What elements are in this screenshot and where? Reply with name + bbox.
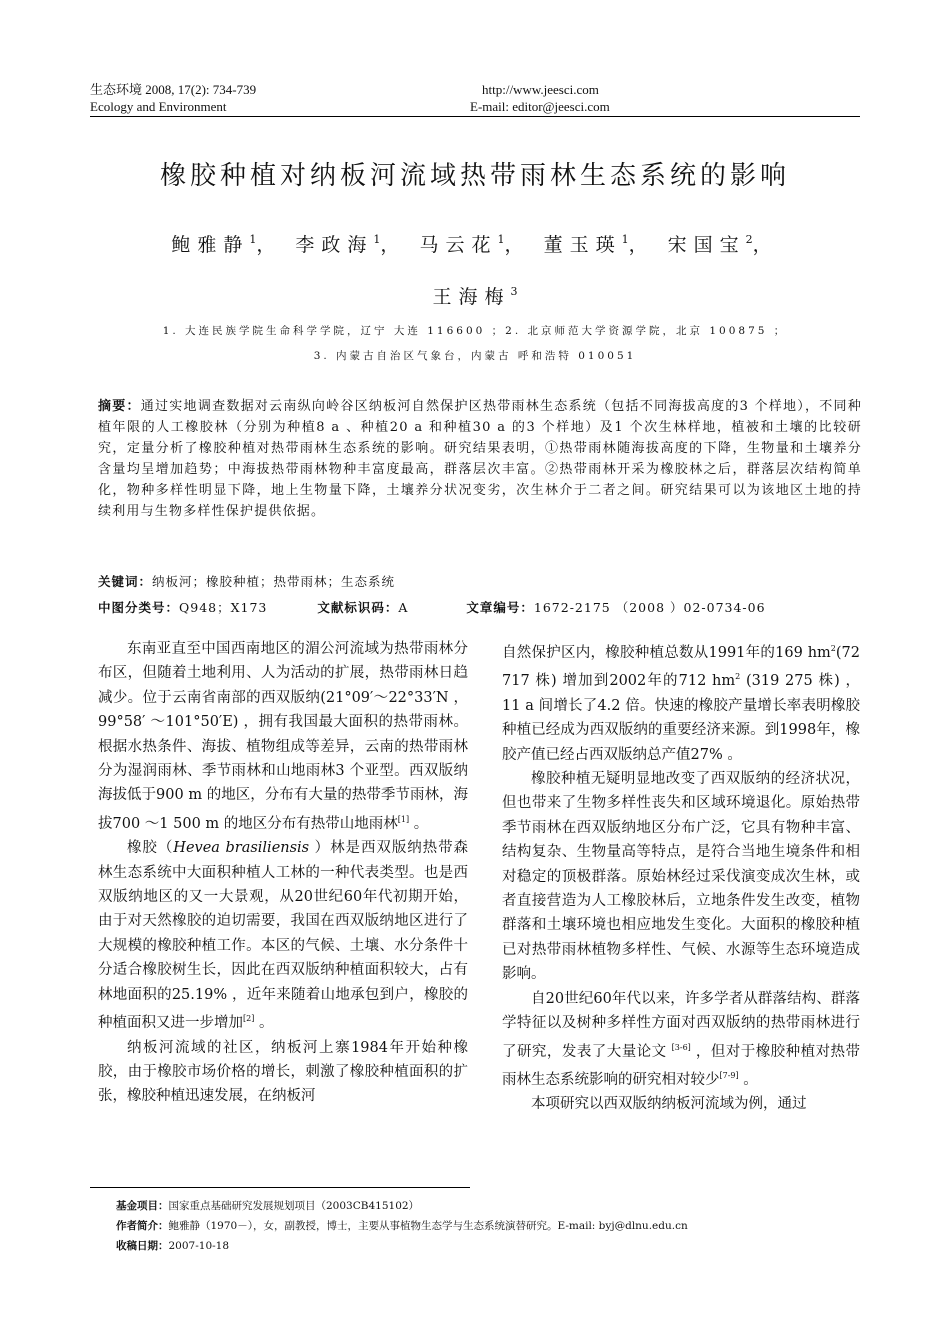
citation-ref[interactable]: [3-6] [671, 1042, 691, 1052]
keywords-label: 关键词： [98, 574, 153, 589]
body-column-left [98, 637, 468, 1109]
author-name: 鲍雅静 [171, 234, 250, 256]
journal-name-en: Ecology and Environment [90, 99, 227, 114]
paragraph-text: 。 [409, 815, 429, 832]
author-affil-sup: 1 [497, 233, 505, 246]
paragraph-text: 。 [738, 1071, 758, 1088]
fund-note [116, 1196, 688, 1216]
clc-value: Q948；X173 [179, 600, 268, 615]
author-affil-sup: 1 [373, 233, 381, 246]
doc-code-value: A [398, 600, 409, 615]
author-sep: ， [504, 234, 531, 256]
unit-exponent: 2 [735, 672, 741, 682]
species-name: Hevea brasiliensis [173, 840, 310, 857]
keywords [98, 572, 862, 590]
author-sep: ， [628, 234, 655, 256]
journal-contact [470, 81, 610, 115]
author-name: 王海梅 [432, 286, 511, 308]
affiliation-line-2: 3. 内蒙古自治区气象台，内蒙古 呼和浩特 010051 [313, 350, 637, 362]
journal-citation [90, 81, 256, 115]
author-line-1 [0, 230, 950, 257]
received-date-text: 2007-10-18 [168, 1240, 230, 1252]
header-rule [90, 116, 860, 117]
paragraph-text: (319 275 株) ，11 a 间增长了4.2 倍。快速的橡胶产量增长率表明橡胶种植已经成为西双版纳的重要经济来源。到1998年，橡胶产值已经占西双版纳总产值27% 。 [502, 673, 860, 763]
paragraph [98, 637, 468, 836]
abstract [98, 396, 862, 522]
doc-code-label: 文献标识码： [317, 600, 399, 615]
paragraph [98, 836, 468, 1035]
paragraph: 纳板河流域的社区，纳板河上寨1984年开始种橡胶，由于橡胶市场价格的增长，刺激了橡胶种植面积的扩张，橡胶种植迅速发展，在纳板河 [98, 1039, 468, 1105]
author-affil-sup: 2 [745, 233, 753, 246]
paragraph-text: (72 717 株) 增加到2002年的712 hm [502, 645, 860, 690]
paragraph-text: ）林是西双版纳热带森林生态系统中大面积种植人工林的一种代表类型。也是西双版纳地区的又一大景观，从20世纪60年代初期开始，由于对天然橡胶的迫切需要，我国在西双版纳地区进行了大规模的橡胶种植工作。本区的气候、土壤、水分条件十分适合橡胶树生长，因此在西双版纳种植面积较大，占有林地面积的25.19% ，近年来随着山地承包到户，橡胶的种植面积又进一步增加 [98, 840, 469, 1032]
paragraph-text: 橡胶（ [127, 840, 174, 857]
citation-ref[interactable]: [7-9] [719, 1070, 739, 1080]
paragraph-text: ，但对于橡胶种植对热带雨林生态系统影响的研究相对较少 [502, 1043, 861, 1088]
author-name: 马云花 [419, 234, 498, 256]
author-sep: ， [380, 234, 407, 256]
author-affil-sup: 3 [510, 285, 518, 298]
fund-label: 基金项目： [116, 1200, 169, 1212]
classification-line [98, 598, 862, 616]
author-note [116, 1216, 688, 1236]
paragraph-text: 。 [254, 1015, 274, 1032]
author-line-2 [0, 282, 950, 309]
journal-email[interactable]: E-mail: editor@jeesci.com [470, 99, 610, 114]
paragraph [502, 637, 860, 767]
paragraph-text: 自然保护区内，橡胶种植总数从1991年的169 hm [502, 645, 831, 661]
citation-ref[interactable]: [1] [397, 814, 410, 824]
author-note-text: 鲍雅静（1970－），女，副教授，博士，主要从事植物生态学与生态系统演替研究。E-mail: byj@dlnu.edu.cn [168, 1220, 688, 1232]
paragraph: 橡胶种植无疑明显地改变了西双版纳的经济状况，但也带来了生物多样性丧失和区域环境退化。原始热带季节雨林在西双版纳地区分布广泛，它具有物种丰富、结构复杂、生物量高等特点，是符合当地生境条件和相对稳定的顶极群落。原始林经过采伐演变成次生林，或者直接营造为人工橡胶林后，立地条件发生改变，植物群落和土壤环境也相应地发生变化。大面积的橡胶种植已对热带雨林植物多样性、气候、水源等生态环境造成影响。 [502, 771, 860, 983]
paragraph [502, 987, 860, 1093]
footnotes [116, 1196, 688, 1256]
affiliation-line-1: 1. 大连民族学院生命科学学院，辽宁 大连 116600 ；2. 北京师范大学资源学院，北京 100875 ； [162, 325, 788, 337]
received-date-label: 收稿日期： [116, 1240, 169, 1252]
author-name: 宋国宝 [667, 234, 746, 256]
author-affil-sup: 1 [621, 233, 629, 246]
author-name: 李政海 [295, 234, 374, 256]
paragraph-text: 东南亚直至中国西南地区的湄公河流域为热带雨林分布区，但随着土地利用、人为活动的扩展，热带雨林日趋减少。位于云南省南部的西双版纳(21°09′～22°33′N ，99°58′ ～101°50′E) ，拥有我国最大面积的热带雨林。根据水热条件、海拔、植物组成等差异，云南的热带雨林分为湿润雨林、季节雨林和山地雨林3 个亚型。西双版纳海拔低于900 m 的地区，分布有大量的热带季节雨林，海拔700 ～1 500 m 的地区分布有热带山地雨林 [98, 641, 468, 832]
author-sep: ， [256, 234, 283, 256]
author-note-label: 作者简介： [116, 1220, 169, 1232]
unit-exponent: 2 [830, 644, 836, 653]
keywords-text: 纳板河；橡胶种植；热带雨林；生态系统 [152, 574, 396, 589]
article-id-value: 1672-2175 （2008 ）02-0734-06 [533, 600, 766, 615]
abstract-text: 通过实地调查数据对云南纵向岭谷区纳板河自然保护区热带雨林生态系统（包括不同海拔高度的3 个样地），不同种植年限的人工橡胶林（分别为种植8 a 、种植20 a 和种植30 a 的3 个样地）及1 个次生林样地，植被和土壤的比较研究，定量分析了橡胶种植对热带雨林生态系统的影响。研究结果表明，①热带雨林随海拔高度的下降，生物量和土壤养分含量均呈增加趋势；中海拔热带雨林物种丰富度最高，群落层次丰富。②热带雨林开采为橡胶林之后，群落层次结构简单化，物种多样性明显下降，地上生物量下降，土壤养分状况变劣，次生林介于二者之间。研究结果可以为该地区土地的持续利用与生物多样性保护提供依据。 [98, 399, 862, 519]
article-id-label: 文章编号： [466, 600, 534, 615]
journal-name-cn: 生态环境 2008, 17(2): 734-739 [90, 82, 257, 97]
paper-title: 橡胶种植对纳板河流域热带雨林生态系统的影响 [159, 161, 790, 191]
paragraph: 本项研究以西双版纳纳板河流域为例，通过 [531, 1096, 807, 1113]
author-affil-sup: 1 [249, 233, 257, 246]
author-name: 董玉瑛 [543, 234, 622, 256]
abstract-label: 摘要： [98, 399, 141, 414]
author-sep: ， [752, 234, 779, 256]
body-column-right [502, 637, 860, 1117]
paragraph-text: 自20世纪60年代以来，许多学者从群落结构、群落学特征以及树种多样性方面对西双版纳的热带雨林进行了研究，发表了大量论文 [502, 990, 860, 1060]
journal-url[interactable]: http://www.jeesci.com [482, 82, 599, 97]
footnote-rule [90, 1187, 470, 1188]
received-date [116, 1236, 688, 1256]
fund-text: 国家重点基础研究发展规划项目（2003CB415102） [168, 1200, 420, 1212]
clc-label: 中图分类号： [98, 600, 180, 615]
citation-ref[interactable]: [2] [243, 1014, 255, 1024]
